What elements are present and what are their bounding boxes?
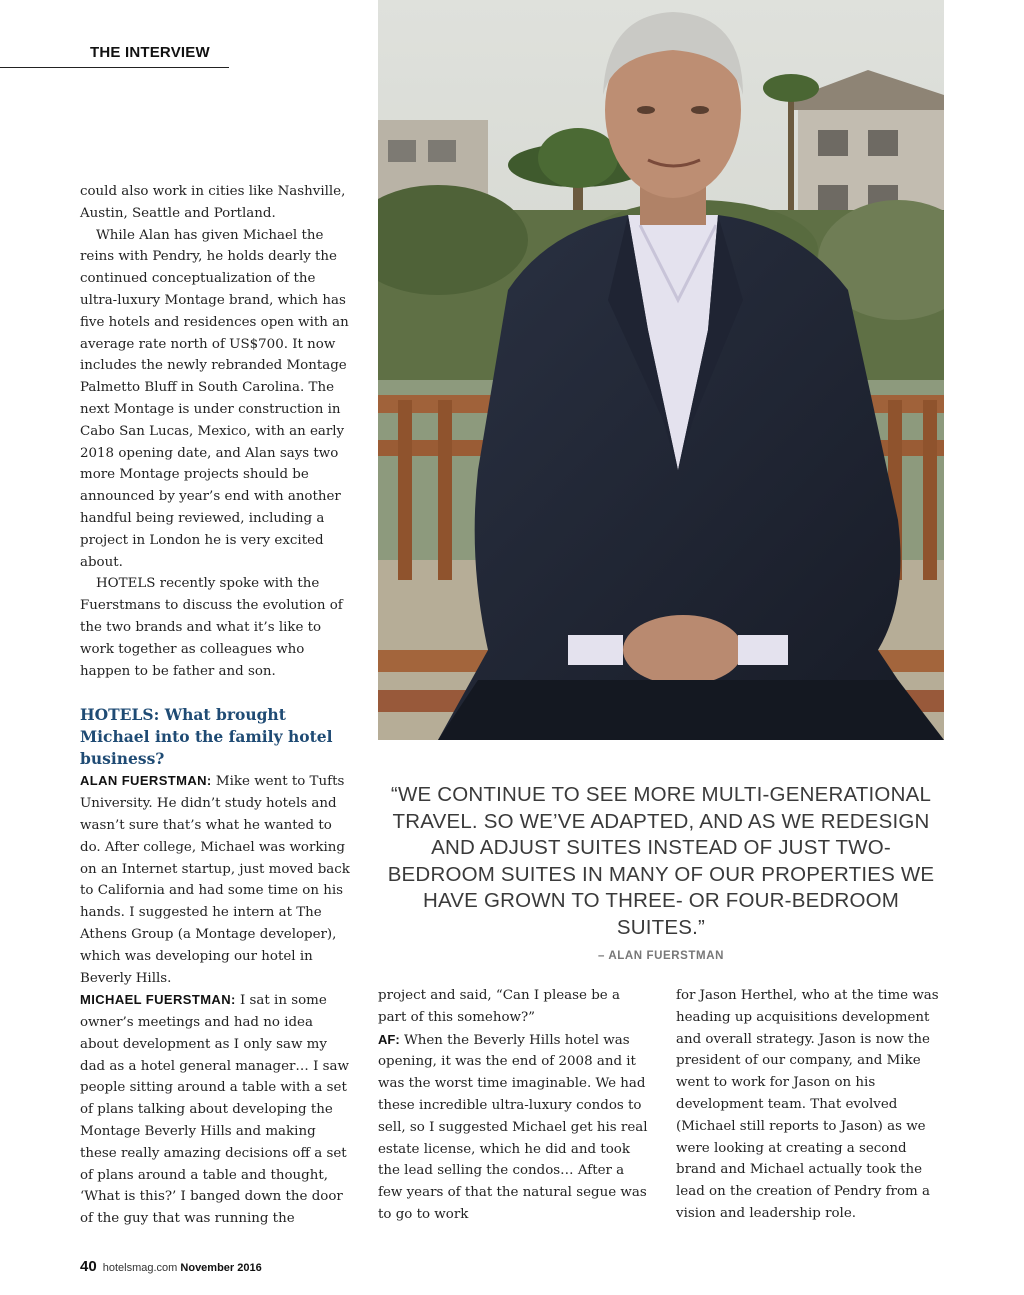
column-2 — [378, 985, 650, 1226]
portrait-photo — [378, 0, 944, 740]
answer-text: I sat in some owner’s meetings and had no idea about development as I only saw my dad as a hotel general manager… I saw people sitting around a table with a set of plans talking about developing the Montage Beverly Hills and making these really amazing decisions off a set of plans around a table and thought, ‘What is this?’ I banged down the door of the guy that was running the — [80, 993, 349, 1227]
pull-quote-attribution: – ALAN FUERSTMAN — [597, 950, 725, 962]
paragraph: could also work in cities like Nashville, Austin, Seattle and Portland. — [80, 184, 346, 221]
answer-alan — [80, 770, 355, 989]
section-label: THE INTERVIEW — [90, 44, 210, 61]
answer-af — [378, 1029, 650, 1226]
page-footer — [80, 1258, 262, 1275]
pull-quote: “WE CONTINUE TO SEE MORE MULTI-GENERATIONAL TRAVEL. SO WE’VE ADAPTED, AND AS WE REDESIGN AND ADJUST SUITES INSTEAD OF JUST TWO-BEDROOM SUITES IN MANY OF OUR PROPERTIES WE HAVE GROWN TO THREE- OR FOUR-BEDROOM SUITES.” — [387, 783, 935, 939]
paragraph: project and said, “Can I please be a part of this somehow?” — [378, 988, 620, 1025]
paragraph: for Jason Herthel, who at the time was heading up acquisitions development and overall strategy. Jason is now the president of our company, and Mike went to work for Jason on his development team. That evolved (Michael still reports to Jason) as we were looking at creating a second brand and Michael actually took the lead on the creation of Pendry from a vision and leadership role. — [676, 988, 939, 1221]
speaker-label: MICHAEL FUERSTMAN: — [80, 992, 236, 1008]
column-1 — [80, 181, 355, 1230]
answer-michael — [80, 989, 355, 1230]
issue-date: November 2016 — [180, 1262, 262, 1274]
question-heading: HOTELS: What brought Michael into the family hotel business? — [80, 705, 333, 769]
paragraph: HOTELS recently spoke with the Fuerstmans to discuss the evolution of the two brands and what it’s like to work together as colleagues who happen to be father and son. — [80, 576, 343, 679]
paragraph: While Alan has given Michael the reins with Pendry, he holds dearly the continued conceptualization of the ultra-luxury Montage brand, which has five hotels and residences open with an average rate north of US$700. It now includes the newly rebranded Montage Palmetto Bluff in South Carolina. The next Montage is under construction in Cabo San Lucas, Mexico, with an early 2018 opening date, and Alan says two more Montage projects should be announced by year’s end with another handful being reviewed, including a project in London he is very excited about. — [80, 227, 349, 570]
answer-text: Mike went to Tufts University. He didn’t study hotels and wasn’t sure that’s what he wanted to do. After college, Michael was working on an Internet startup, just moved back to California and had some time on his hands. I suggested he intern at The Athens Group (a Montage developer), which was developing our hotel in Beverly Hills. — [80, 774, 350, 986]
column-3 — [676, 985, 944, 1225]
speaker-label: AF: — [378, 1031, 400, 1047]
page-number: 40 — [80, 1258, 97, 1275]
section-rule — [0, 67, 229, 68]
speaker-label: ALAN FUERSTMAN: — [80, 773, 212, 789]
site-name: hotelsmag.com — [102, 1262, 178, 1274]
answer-text: When the Beverly Hills hotel was opening, it was the end of 2008 and it was the worst time imaginable. We had these incredible ultra-luxury condos to sell, so I suggested Michael get his real estate license, which he did and took the lead selling the condos… After a few years of that the natural segue was to go to work — [378, 1032, 648, 1222]
